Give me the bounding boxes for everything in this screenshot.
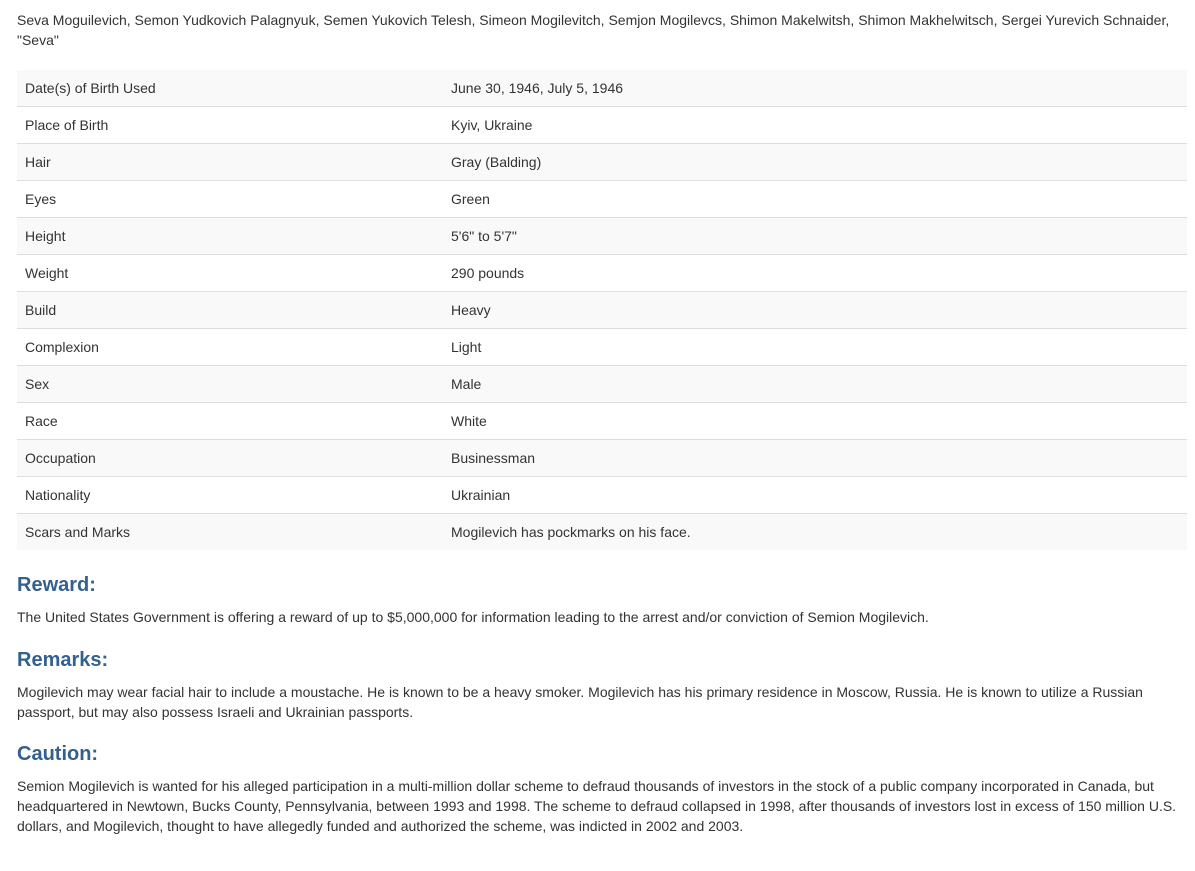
remarks-text: Mogilevich may wear facial hair to include a moustache. He is known to be a heavy smoker. Mogilevich has his primary residence in Moscow, Russia. He is known to utilize a Russian passport, but may also possess Israeli and Ukrainian passports. <box>17 684 1143 720</box>
table-row <box>17 107 1187 144</box>
caution-text: Semion Mogilevich is wanted for his alleged participation in a multi-million dollar scheme to defraud thousands of investors in the stock of a public company incorporated in Canada, but headquartered in Newtown, Bucks County, Pennsylvania, between 1993 and 1998. The scheme to defraud collapsed in 1998, after thousands of investors lost in excess of 150 million U.S. dollars, and Mogilevich, thought to have allegedly funded and authorized the scheme, was indicted in 2002 and 2003. <box>17 778 1177 834</box>
table-row <box>17 403 1187 440</box>
detail-label: Race <box>17 403 443 440</box>
detail-value: Green <box>443 181 1187 218</box>
remarks-heading: Remarks: <box>17 649 109 671</box>
table-row <box>17 440 1187 477</box>
aliases-text: Seva Moguilevich, Semon Yudkovich Palagnyuk, Semen Yukovich Telesh, Simeon Mogilevitch, Semjon Mogilevcs, Shimon Makelwitsh, Shimon Makhelwitsch, Sergei Yurevich Schnaider, "Seva" <box>17 12 1170 48</box>
detail-value: Gray (Balding) <box>443 144 1187 181</box>
detail-label: Eyes <box>17 181 443 218</box>
table-row <box>17 70 1187 107</box>
detail-label: Date(s) of Birth Used <box>17 70 443 107</box>
detail-value: Heavy <box>443 292 1187 329</box>
table-row <box>17 255 1187 292</box>
table-row <box>17 218 1187 255</box>
details-table <box>17 70 1187 550</box>
table-row <box>17 144 1187 181</box>
caution-section <box>17 742 1187 836</box>
detail-label: Sex <box>17 366 443 403</box>
detail-label: Build <box>17 292 443 329</box>
table-row <box>17 477 1187 514</box>
detail-label: Hair <box>17 144 443 181</box>
detail-value: Kyiv, Ukraine <box>443 107 1187 144</box>
detail-label: Place of Birth <box>17 107 443 144</box>
caution-heading: Caution: <box>17 743 99 765</box>
table-row <box>17 514 1187 551</box>
reward-text: The United States Government is offering a reward of up to $5,000,000 for information leading to the arrest and/or conviction of Semion Mogilevich. <box>17 609 929 625</box>
detail-label: Scars and Marks <box>17 514 443 551</box>
detail-label: Complexion <box>17 329 443 366</box>
table-row <box>17 329 1187 366</box>
detail-label: Weight <box>17 255 443 292</box>
detail-label: Nationality <box>17 477 443 514</box>
reward-heading: Reward: <box>17 574 96 596</box>
remarks-section <box>17 648 1187 722</box>
detail-value: Mogilevich has pockmarks on his face. <box>443 514 1187 551</box>
detail-value: Male <box>443 366 1187 403</box>
detail-value: Ukrainian <box>443 477 1187 514</box>
detail-value: June 30, 1946, July 5, 1946 <box>443 70 1187 107</box>
detail-value: Light <box>443 329 1187 366</box>
detail-value: 290 pounds <box>443 255 1187 292</box>
detail-value: Businessman <box>443 440 1187 477</box>
table-row <box>17 181 1187 218</box>
table-row <box>17 366 1187 403</box>
detail-value: 5'6" to 5'7" <box>443 218 1187 255</box>
reward-section <box>17 573 1187 627</box>
table-row <box>17 292 1187 329</box>
detail-label: Occupation <box>17 440 443 477</box>
detail-label: Height <box>17 218 443 255</box>
detail-value: White <box>443 403 1187 440</box>
